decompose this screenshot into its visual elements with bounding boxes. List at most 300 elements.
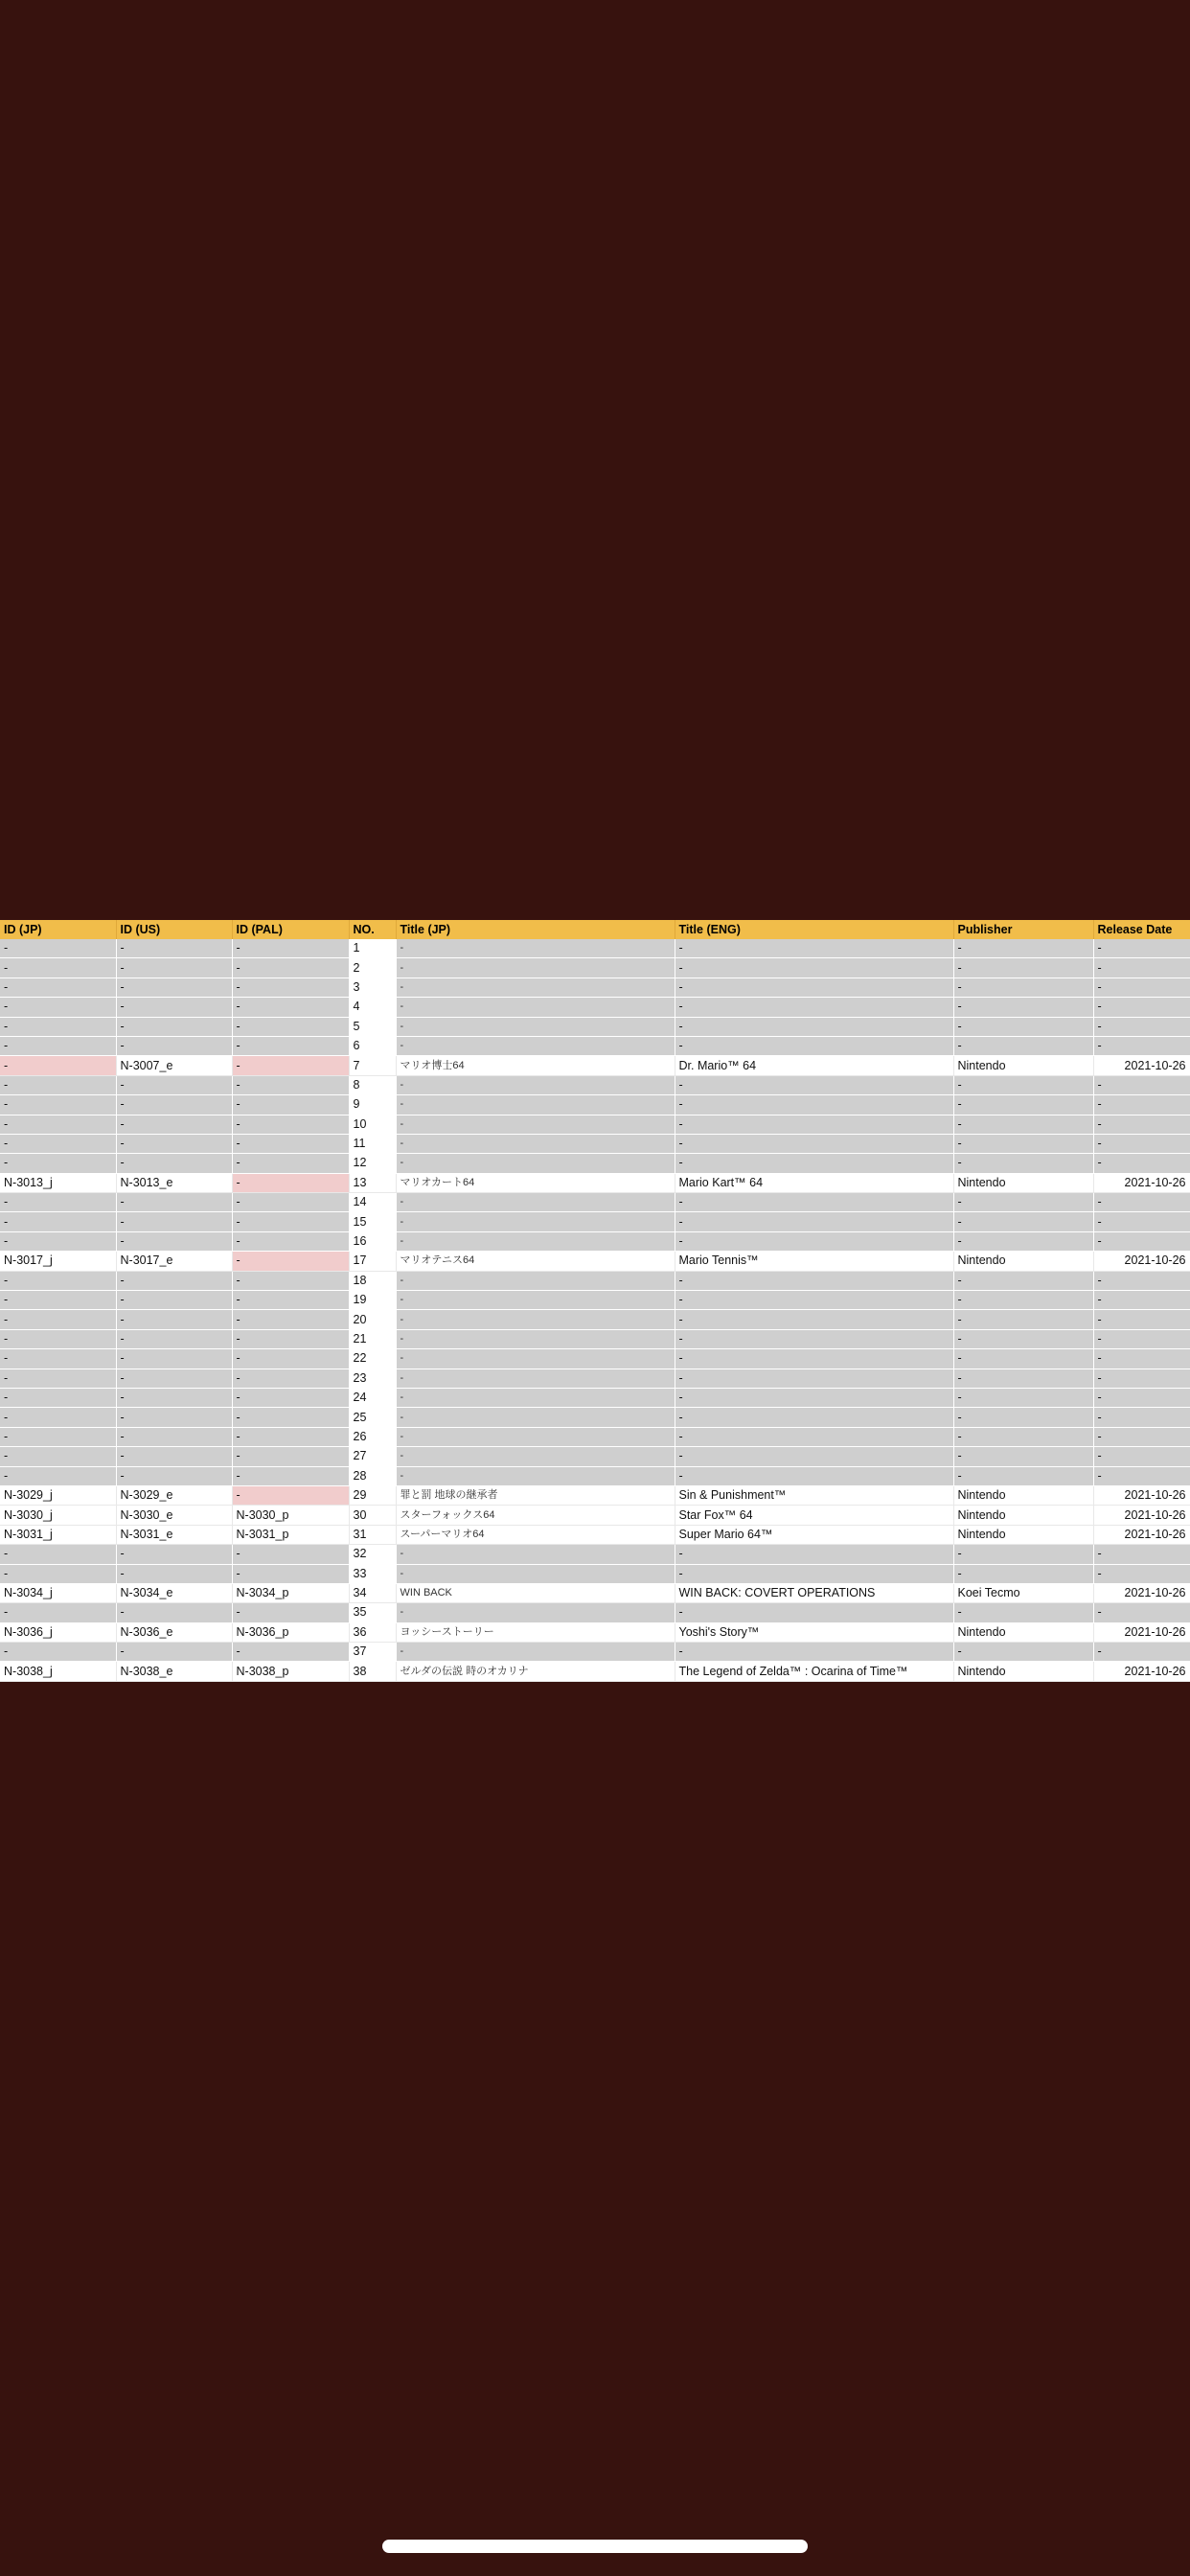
cell-title-eng[interactable]: - [675,1388,953,1407]
cell-title-jp[interactable]: - [396,1564,675,1583]
cell-id-us[interactable]: - [116,998,232,1017]
cell-publisher[interactable]: - [953,1075,1093,1094]
cell-title-jp[interactable]: - [396,1291,675,1310]
cell-id-us[interactable]: - [116,1603,232,1622]
table-row[interactable] [0,1545,1190,1564]
cell-publisher[interactable]: - [953,1545,1093,1564]
cell-title-jp[interactable]: - [396,1193,675,1212]
table-row[interactable] [0,1329,1190,1348]
cell-title-eng[interactable]: - [675,1095,953,1115]
cell-title-eng[interactable]: The Legend of Zelda™ : Ocarina of Time™ [675,1662,953,1681]
cell-title-eng[interactable]: - [675,1564,953,1583]
table-row[interactable] [0,1583,1190,1602]
cell-title-jp[interactable]: - [396,1154,675,1173]
cell-no[interactable]: 24 [349,1388,396,1407]
cell-release-date[interactable]: - [1093,978,1190,997]
cell-title-eng[interactable]: - [675,1231,953,1251]
cell-title-eng[interactable]: - [675,1310,953,1329]
cell-id-us[interactable]: N-3017_e [116,1252,232,1271]
cell-title-jp[interactable]: - [396,1545,675,1564]
cell-release-date[interactable]: 2021-10-26 [1093,1525,1190,1544]
cell-id-us[interactable]: - [116,1643,232,1662]
cell-title-eng[interactable]: - [675,1408,953,1427]
cell-id-jp[interactable]: - [0,1388,116,1407]
table-row[interactable] [0,1466,1190,1485]
cell-id-jp[interactable]: - [0,1291,116,1310]
cell-title-eng[interactable]: - [675,1271,953,1290]
table-row[interactable] [0,958,1190,978]
cell-id-pal[interactable]: N-3036_p [232,1622,349,1642]
cell-id-pal[interactable]: N-3031_p [232,1525,349,1544]
cell-no[interactable]: 22 [349,1349,396,1368]
cell-title-eng[interactable]: - [675,1466,953,1485]
cell-release-date[interactable]: - [1093,1095,1190,1115]
cell-title-eng[interactable]: - [675,1368,953,1388]
cell-id-pal[interactable]: - [232,1231,349,1251]
cell-publisher[interactable]: - [953,978,1093,997]
cell-id-pal[interactable]: N-3038_p [232,1662,349,1681]
cell-id-pal[interactable]: N-3034_p [232,1583,349,1602]
cell-release-date[interactable]: 2021-10-26 [1093,1485,1190,1505]
table-row[interactable] [0,1291,1190,1310]
cell-release-date[interactable]: - [1093,1545,1190,1564]
cell-title-jp[interactable]: - [396,958,675,978]
table-row[interactable] [0,1231,1190,1251]
table-row[interactable] [0,1095,1190,1115]
cell-release-date[interactable]: - [1093,1075,1190,1094]
cell-id-jp[interactable]: - [0,1368,116,1388]
cell-publisher[interactable]: - [953,1017,1093,1036]
cell-publisher[interactable]: - [953,1427,1093,1446]
cell-no[interactable]: 10 [349,1115,396,1134]
cell-release-date[interactable]: - [1093,1466,1190,1485]
cell-release-date[interactable]: - [1093,958,1190,978]
table-row[interactable] [0,1115,1190,1134]
table-row[interactable] [0,1485,1190,1505]
cell-publisher[interactable]: - [953,998,1093,1017]
cell-title-eng[interactable]: - [675,1643,953,1662]
cell-id-pal[interactable]: - [232,1115,349,1134]
cell-title-eng[interactable]: Sin & Punishment™ [675,1485,953,1505]
table-row[interactable] [0,939,1190,958]
cell-id-jp[interactable]: - [0,978,116,997]
cell-publisher[interactable]: - [953,1388,1093,1407]
cell-id-us[interactable]: - [116,958,232,978]
cell-no[interactable]: 18 [349,1271,396,1290]
cell-id-pal[interactable]: - [232,1095,349,1115]
table-row[interactable] [0,1154,1190,1173]
cell-id-us[interactable]: - [116,1310,232,1329]
cell-id-us[interactable]: N-3030_e [116,1506,232,1525]
table-row[interactable] [0,1368,1190,1388]
cell-publisher[interactable]: - [953,1368,1093,1388]
cell-no[interactable]: 13 [349,1173,396,1192]
cell-title-jp[interactable]: - [396,939,675,958]
cell-release-date[interactable]: - [1093,939,1190,958]
cell-publisher[interactable]: Nintendo [953,1622,1093,1642]
cell-id-jp[interactable]: N-3036_j [0,1622,116,1642]
cell-title-jp[interactable]: - [396,1231,675,1251]
cell-id-pal[interactable]: - [232,1134,349,1153]
cell-id-pal[interactable]: - [232,939,349,958]
cell-publisher[interactable]: - [953,939,1093,958]
cell-release-date[interactable]: - [1093,1564,1190,1583]
cell-no[interactable]: 35 [349,1603,396,1622]
cell-title-eng[interactable]: - [675,1447,953,1466]
cell-id-jp[interactable]: - [0,1545,116,1564]
cell-no[interactable]: 2 [349,958,396,978]
cell-id-us[interactable]: - [116,1134,232,1153]
cell-id-pal[interactable]: - [232,1427,349,1446]
cell-publisher[interactable]: - [953,1643,1093,1662]
table-row[interactable] [0,1427,1190,1446]
cell-id-jp[interactable]: - [0,1329,116,1348]
cell-no[interactable]: 8 [349,1075,396,1094]
table-row[interactable] [0,1036,1190,1055]
cell-id-jp[interactable]: - [0,1134,116,1153]
cell-no[interactable]: 3 [349,978,396,997]
cell-no[interactable]: 15 [349,1212,396,1231]
cell-id-pal[interactable]: N-3030_p [232,1506,349,1525]
cell-title-jp[interactable]: - [396,1095,675,1115]
cell-id-us[interactable]: - [116,1388,232,1407]
cell-id-us[interactable]: - [116,1075,232,1094]
cell-release-date[interactable]: - [1093,1349,1190,1368]
cell-publisher[interactable]: - [953,1212,1093,1231]
cell-id-jp[interactable]: - [0,1349,116,1368]
cell-title-eng[interactable]: - [675,1134,953,1153]
cell-title-jp[interactable]: - [396,1310,675,1329]
table-row[interactable] [0,1662,1190,1681]
cell-id-jp[interactable]: - [0,1036,116,1055]
cell-release-date[interactable]: - [1093,1643,1190,1662]
cell-title-jp[interactable]: スターフォックス64 [396,1506,675,1525]
cell-release-date[interactable]: 2021-10-26 [1093,1583,1190,1602]
cell-no[interactable]: 6 [349,1036,396,1055]
cell-release-date[interactable]: - [1093,1134,1190,1153]
cell-id-pal[interactable]: - [232,1643,349,1662]
cell-id-jp[interactable]: - [0,958,116,978]
cell-id-jp[interactable]: - [0,1408,116,1427]
cell-id-jp[interactable]: - [0,1212,116,1231]
cell-id-us[interactable]: - [116,1291,232,1310]
cell-publisher[interactable]: Nintendo [953,1173,1093,1192]
cell-title-eng[interactable]: - [675,1291,953,1310]
cell-id-jp[interactable]: - [0,1427,116,1446]
cell-id-us[interactable]: - [116,1466,232,1485]
table-row[interactable] [0,1525,1190,1544]
cell-release-date[interactable]: - [1093,1310,1190,1329]
cell-title-jp[interactable]: - [396,978,675,997]
table-row[interactable] [0,1408,1190,1427]
cell-publisher[interactable]: - [953,1193,1093,1212]
cell-title-jp[interactable]: - [396,998,675,1017]
cell-title-eng[interactable]: - [675,1075,953,1094]
cell-id-jp[interactable]: - [0,1115,116,1134]
cell-id-jp[interactable]: - [0,1466,116,1485]
cell-publisher[interactable]: - [953,958,1093,978]
cell-id-pal[interactable]: - [232,1408,349,1427]
cell-publisher[interactable]: - [953,1447,1093,1466]
cell-id-pal[interactable]: - [232,1291,349,1310]
cell-id-jp[interactable]: - [0,1193,116,1212]
cell-id-pal[interactable]: - [232,1271,349,1290]
table-row[interactable] [0,1173,1190,1192]
cell-title-jp[interactable]: - [396,1017,675,1036]
cell-title-jp[interactable]: ゼルダの伝説 時のオカリナ [396,1662,675,1681]
cell-publisher[interactable]: - [953,1603,1093,1622]
cell-id-pal[interactable]: - [232,998,349,1017]
cell-id-pal[interactable]: - [232,1075,349,1094]
cell-release-date[interactable]: 2021-10-26 [1093,1506,1190,1525]
cell-id-jp[interactable]: - [0,1017,116,1036]
cell-id-pal[interactable]: - [232,1564,349,1583]
cell-title-jp[interactable]: - [396,1427,675,1446]
cell-no[interactable]: 25 [349,1408,396,1427]
cell-publisher[interactable]: - [953,1134,1093,1153]
cell-no[interactable]: 11 [349,1134,396,1153]
cell-id-us[interactable]: - [116,1231,232,1251]
cell-title-eng[interactable]: - [675,1154,953,1173]
table-row[interactable] [0,1506,1190,1525]
cell-title-eng[interactable]: - [675,1212,953,1231]
cell-id-us[interactable]: N-3013_e [116,1173,232,1192]
home-indicator[interactable] [382,2540,808,2553]
cell-id-pal[interactable]: - [232,1329,349,1348]
cell-no[interactable]: 9 [349,1095,396,1115]
cell-release-date[interactable]: - [1093,1368,1190,1388]
cell-release-date[interactable]: - [1093,1036,1190,1055]
cell-publisher[interactable]: - [953,1095,1093,1115]
cell-id-jp[interactable]: - [0,1310,116,1329]
cell-id-us[interactable]: - [116,978,232,997]
cell-no[interactable]: 33 [349,1564,396,1583]
cell-title-jp[interactable]: WIN BACK [396,1583,675,1602]
cell-title-jp[interactable]: - [396,1447,675,1466]
cell-id-us[interactable]: - [116,1408,232,1427]
cell-publisher[interactable]: - [953,1115,1093,1134]
cell-id-us[interactable]: N-3034_e [116,1583,232,1602]
cell-no[interactable]: 12 [349,1154,396,1173]
cell-id-us[interactable]: - [116,1095,232,1115]
cell-id-jp[interactable]: N-3017_j [0,1252,116,1271]
cell-no[interactable]: 7 [349,1056,396,1075]
cell-id-us[interactable]: N-3029_e [116,1485,232,1505]
table-row[interactable] [0,1564,1190,1583]
cell-release-date[interactable]: - [1093,1154,1190,1173]
cell-release-date[interactable]: - [1093,1388,1190,1407]
cell-id-pal[interactable]: - [232,1447,349,1466]
cell-id-us[interactable]: N-3038_e [116,1662,232,1681]
cell-title-jp[interactable]: - [396,1271,675,1290]
cell-id-jp[interactable]: - [0,998,116,1017]
cell-no[interactable]: 14 [349,1193,396,1212]
cell-id-us[interactable]: - [116,1545,232,1564]
table-row[interactable] [0,1017,1190,1036]
cell-id-jp[interactable]: - [0,1075,116,1094]
cell-id-jp[interactable]: - [0,1154,116,1173]
cell-id-us[interactable]: N-3007_e [116,1056,232,1075]
cell-release-date[interactable]: - [1093,998,1190,1017]
cell-id-pal[interactable]: - [232,1252,349,1271]
cell-release-date[interactable]: 2021-10-26 [1093,1252,1190,1271]
cell-publisher[interactable]: - [953,1036,1093,1055]
cell-id-us[interactable]: - [116,1193,232,1212]
cell-publisher[interactable]: Nintendo [953,1056,1093,1075]
cell-id-jp[interactable]: - [0,1564,116,1583]
cell-title-jp[interactable]: - [396,1134,675,1153]
cell-id-jp[interactable]: - [0,1643,116,1662]
cell-title-eng[interactable]: Yoshi's Story™ [675,1622,953,1642]
cell-title-jp[interactable]: - [396,1466,675,1485]
table-row[interactable] [0,1622,1190,1642]
cell-title-eng[interactable]: - [675,958,953,978]
table-row[interactable] [0,1193,1190,1212]
cell-publisher[interactable]: - [953,1271,1093,1290]
table-row[interactable] [0,1212,1190,1231]
cell-id-jp[interactable]: - [0,1056,116,1075]
cell-no[interactable]: 31 [349,1525,396,1544]
cell-release-date[interactable]: 2021-10-26 [1093,1173,1190,1192]
cell-publisher[interactable]: - [953,1466,1093,1485]
cell-title-jp[interactable]: - [396,1036,675,1055]
cell-id-us[interactable]: - [116,1115,232,1134]
cell-release-date[interactable]: 2021-10-26 [1093,1622,1190,1642]
cell-id-us[interactable]: N-3036_e [116,1622,232,1642]
cell-release-date[interactable]: - [1093,1193,1190,1212]
cell-title-eng[interactable]: Dr. Mario™ 64 [675,1056,953,1075]
cell-id-us[interactable]: - [116,1427,232,1446]
cell-id-jp[interactable]: N-3034_j [0,1583,116,1602]
cell-title-jp[interactable]: - [396,1349,675,1368]
table-row[interactable] [0,1603,1190,1622]
cell-title-eng[interactable]: - [675,1036,953,1055]
cell-title-jp[interactable]: ヨッシーストーリー [396,1622,675,1642]
cell-title-jp[interactable]: - [396,1643,675,1662]
cell-title-eng[interactable]: Super Mario 64™ [675,1525,953,1544]
cell-release-date[interactable]: 2021-10-26 [1093,1662,1190,1681]
cell-release-date[interactable]: 2021-10-26 [1093,1056,1190,1075]
cell-publisher[interactable]: Koei Tecmo [953,1583,1093,1602]
cell-no[interactable]: 17 [349,1252,396,1271]
cell-id-jp[interactable]: - [0,1095,116,1115]
cell-id-us[interactable]: - [116,939,232,958]
cell-publisher[interactable]: Nintendo [953,1662,1093,1681]
cell-no[interactable]: 32 [349,1545,396,1564]
cell-id-us[interactable]: - [116,1036,232,1055]
cell-no[interactable]: 29 [349,1485,396,1505]
cell-id-pal[interactable]: - [232,1545,349,1564]
cell-id-pal[interactable]: - [232,1349,349,1368]
cell-id-jp[interactable]: - [0,1271,116,1290]
cell-title-jp[interactable]: - [396,1388,675,1407]
cell-id-pal[interactable]: - [232,1485,349,1505]
cell-title-jp[interactable]: - [396,1212,675,1231]
cell-release-date[interactable]: - [1093,1115,1190,1134]
cell-id-us[interactable]: - [116,1017,232,1036]
cell-id-pal[interactable]: - [232,1017,349,1036]
cell-no[interactable]: 1 [349,939,396,958]
cell-id-jp[interactable]: - [0,1603,116,1622]
cell-title-eng[interactable]: - [675,1545,953,1564]
cell-release-date[interactable]: - [1093,1603,1190,1622]
cell-release-date[interactable]: - [1093,1329,1190,1348]
cell-title-jp[interactable]: マリオカート64 [396,1173,675,1192]
cell-title-jp[interactable]: - [396,1368,675,1388]
cell-title-eng[interactable]: - [675,1017,953,1036]
cell-id-pal[interactable]: - [232,1310,349,1329]
table-row[interactable] [0,1447,1190,1466]
cell-release-date[interactable]: - [1093,1231,1190,1251]
cell-id-jp[interactable]: - [0,1447,116,1466]
cell-title-eng[interactable]: WIN BACK: COVERT OPERATIONS [675,1583,953,1602]
table-row[interactable] [0,1056,1190,1075]
table-row[interactable] [0,978,1190,997]
cell-title-eng[interactable]: - [675,1603,953,1622]
cell-no[interactable]: 5 [349,1017,396,1036]
cell-id-pal[interactable]: - [232,1056,349,1075]
table-row[interactable] [0,1252,1190,1271]
cell-publisher[interactable]: Nintendo [953,1252,1093,1271]
cell-id-jp[interactable]: - [0,1231,116,1251]
cell-publisher[interactable]: - [953,1154,1093,1173]
cell-title-jp[interactable]: - [396,1603,675,1622]
cell-publisher[interactable]: - [953,1291,1093,1310]
cell-publisher[interactable]: Nintendo [953,1485,1093,1505]
cell-release-date[interactable]: - [1093,1271,1190,1290]
cell-id-pal[interactable]: - [232,958,349,978]
table-row[interactable] [0,1388,1190,1407]
cell-no[interactable]: 20 [349,1310,396,1329]
cell-no[interactable]: 37 [349,1643,396,1662]
cell-id-pal[interactable]: - [232,1212,349,1231]
cell-title-jp[interactable]: スーパーマリオ64 [396,1525,675,1544]
table-row[interactable] [0,1349,1190,1368]
cell-id-pal[interactable]: - [232,1368,349,1388]
cell-title-eng[interactable]: - [675,1329,953,1348]
cell-release-date[interactable]: - [1093,1017,1190,1036]
cell-id-jp[interactable]: - [0,939,116,958]
cell-no[interactable]: 30 [349,1506,396,1525]
table-row[interactable] [0,1643,1190,1662]
table-row[interactable] [0,1271,1190,1290]
cell-no[interactable]: 19 [349,1291,396,1310]
cell-id-us[interactable]: N-3031_e [116,1525,232,1544]
cell-id-jp[interactable]: N-3013_j [0,1173,116,1192]
cell-id-us[interactable]: - [116,1329,232,1348]
cell-id-jp[interactable]: N-3029_j [0,1485,116,1505]
cell-title-eng[interactable]: Mario Tennis™ [675,1252,953,1271]
cell-publisher[interactable]: Nintendo [953,1525,1093,1544]
cell-id-pal[interactable]: - [232,1154,349,1173]
cell-no[interactable]: 4 [349,998,396,1017]
cell-id-us[interactable]: - [116,1349,232,1368]
cell-title-eng[interactable]: - [675,1349,953,1368]
table-row[interactable] [0,998,1190,1017]
cell-no[interactable]: 36 [349,1622,396,1642]
cell-id-pal[interactable]: - [232,978,349,997]
cell-release-date[interactable]: - [1093,1291,1190,1310]
cell-id-pal[interactable]: - [232,1173,349,1192]
cell-title-jp[interactable]: - [396,1329,675,1348]
cell-title-eng[interactable]: Star Fox™ 64 [675,1506,953,1525]
cell-id-pal[interactable]: - [232,1193,349,1212]
cell-id-pal[interactable]: - [232,1388,349,1407]
cell-no[interactable]: 34 [349,1583,396,1602]
cell-title-jp[interactable]: - [396,1408,675,1427]
cell-title-eng[interactable]: - [675,978,953,997]
cell-release-date[interactable]: - [1093,1427,1190,1446]
